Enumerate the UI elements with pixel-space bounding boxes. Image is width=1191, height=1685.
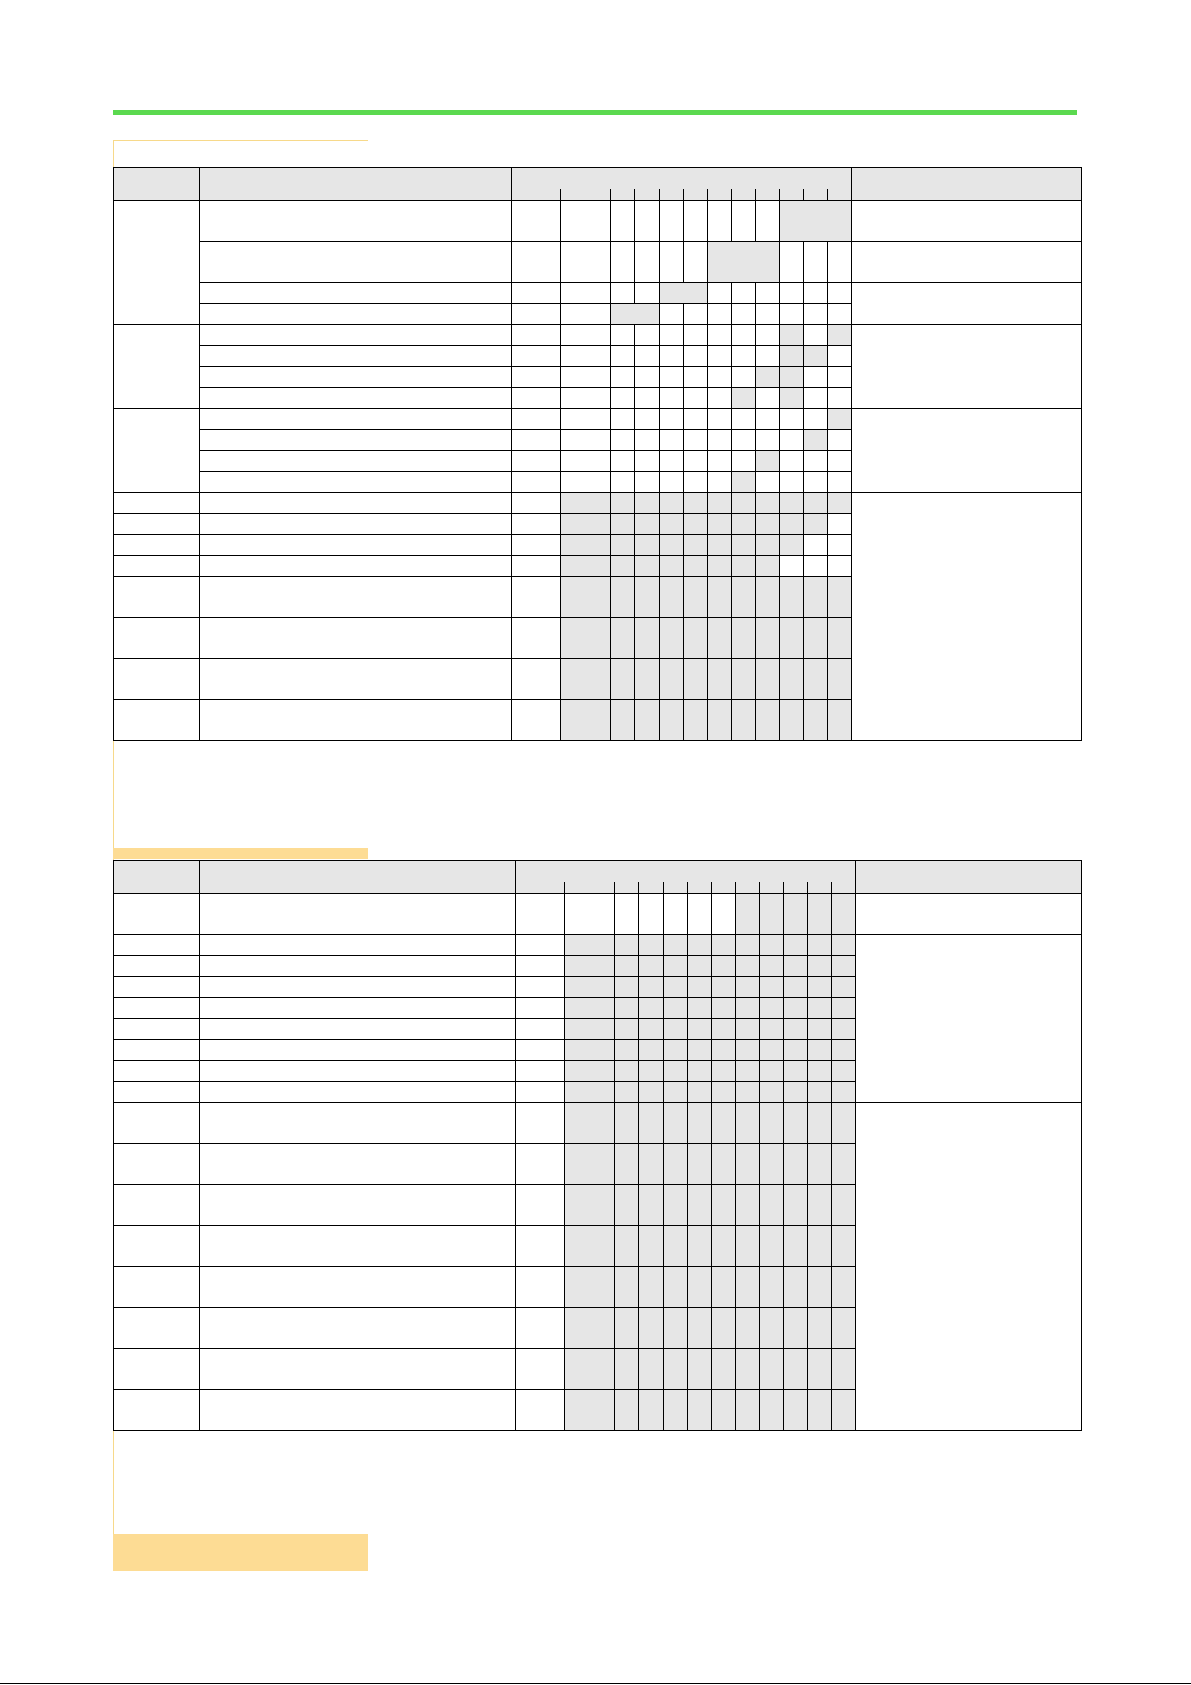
table-row [114, 894, 1082, 935]
top-accent-rule [113, 110, 1077, 115]
table-1-header-item [200, 168, 512, 201]
table-row [114, 325, 1082, 346]
table-row [114, 935, 1082, 956]
table-2-header-category [114, 861, 200, 894]
schedule-table-1 [113, 167, 1082, 741]
table-1-header-category [114, 168, 200, 201]
table-2-header-item [200, 861, 516, 894]
schedule-table-2 [113, 860, 1082, 1431]
table-1-header-notes [851, 168, 1081, 201]
table-1-header-timeline [512, 168, 851, 190]
table-row [114, 409, 1082, 430]
section-tab-2 [113, 848, 368, 859]
table-2-header-notes [855, 861, 1081, 894]
table-row [114, 1103, 1082, 1144]
section-tab-outline [113, 140, 368, 141]
table-1-wrapper [113, 167, 1082, 741]
table-row [114, 493, 1082, 514]
page-bottom-rule [0, 1683, 1191, 1684]
table-row [114, 201, 1082, 242]
table-2-header-timeline [516, 861, 855, 883]
table-2-wrapper [113, 860, 1082, 1431]
table-row [114, 283, 1082, 304]
section-tab-3 [113, 1534, 368, 1571]
table-row [114, 242, 1082, 283]
